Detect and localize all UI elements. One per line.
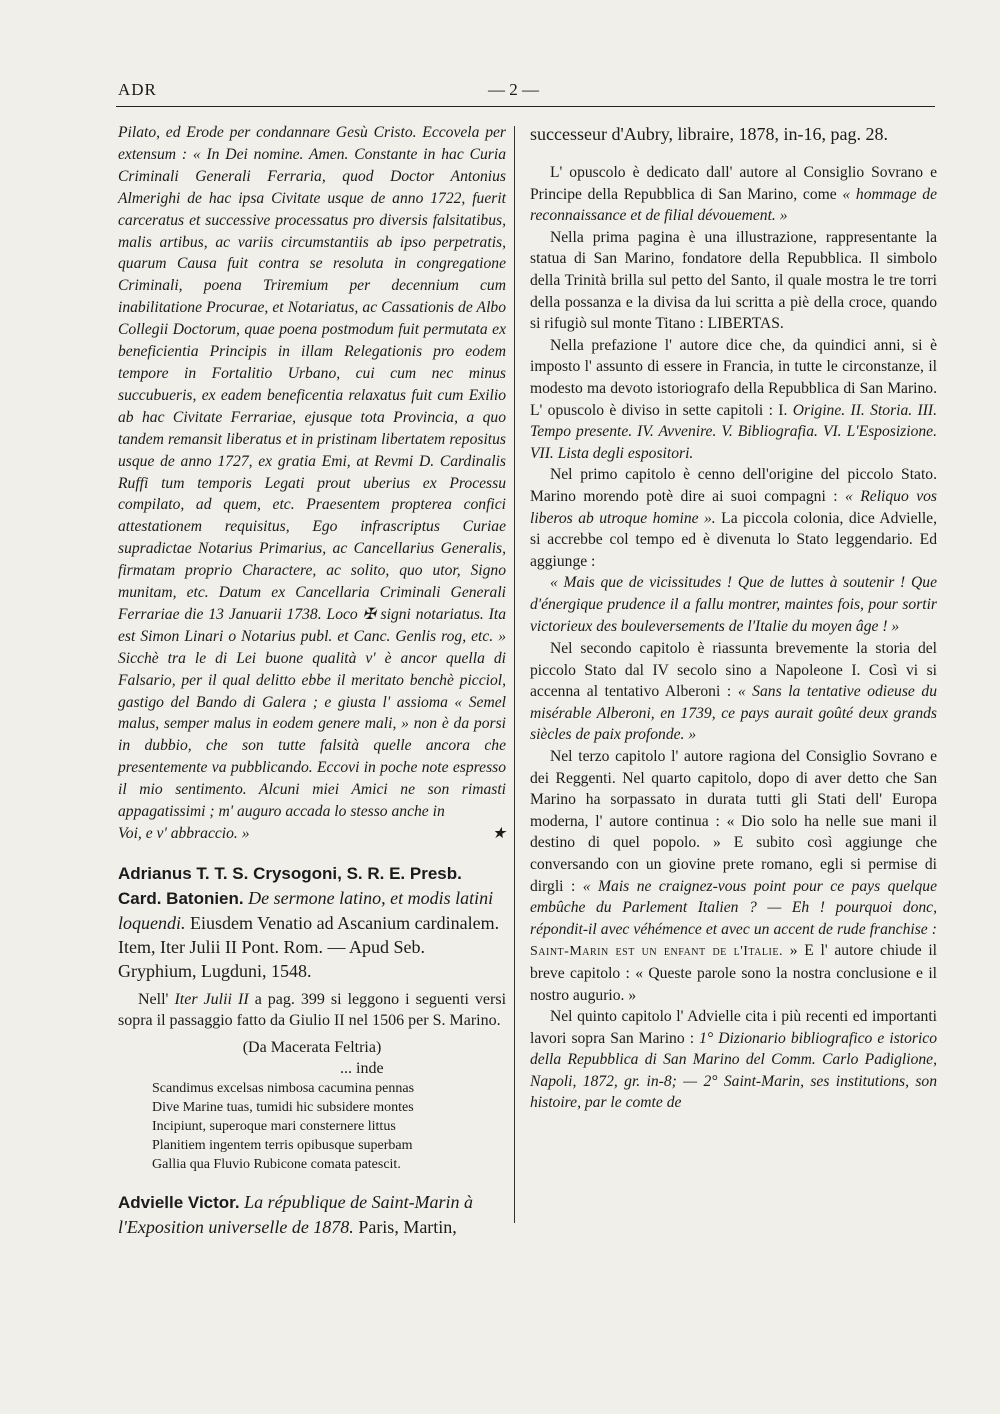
verse-line: Planitiem ingentem terris opibusque superbam xyxy=(152,1137,413,1153)
verse-line: Gallia qua Fluvio Rubicone comata patescit. xyxy=(152,1156,401,1172)
paragraph-text: Nella prefazione l' autore dice che, da quindici anni, si è imposto l' assunto di essere in Francia, in tutte le circonstanze, il modesto ma devoto istoriografo della Repubblica di San Marino. L' opuscolo è diviso in sette capitoli : I. xyxy=(530,336,937,419)
entry-advielle xyxy=(118,1190,506,1239)
header-rule xyxy=(116,106,935,107)
verse-source: (Da Macerata Feltria) xyxy=(242,1038,382,1056)
left-column xyxy=(118,122,506,1239)
verse-line: Incipiunt, superoque mari consternere littus xyxy=(152,1118,396,1134)
entry-imprint: Paris, Martin, xyxy=(358,1216,457,1237)
paragraph-chapter-two xyxy=(530,638,937,746)
entry-author: Adrianus T. T. S. Crysogoni, S. R. E. Presb. Card. Batonien. xyxy=(118,863,462,908)
chapter-list: Origine. II. Storia. III. Tempo presente. IV. Avvenire. V. Bibliografia. VI. L'Esposizione. VII. Lista degli espositori. xyxy=(530,401,937,462)
verse-line: Dive Marine tuas, tumidi hic subsidere montes xyxy=(152,1099,414,1115)
bibliography-list: 1° Dizionario bibliografico e istorico della Repubblica di San Marino del Comm. Carlo Padiglione, Napoli, 1872, gr. in-8; — 2° Saint-Marin, ses institutions, son histoire, par le comte de xyxy=(530,1029,938,1112)
french-quote: « hommage de reconnaissance et de filial dévouement. » xyxy=(530,185,937,225)
paragraph-text: Nel primo capitolo è cenno dell'origine del piccolo Stato. Marino morendo potè dire ai suoi compagni : xyxy=(530,466,937,505)
french-quote: « Sans la tentative odieuse du misérable Alberoni, en 1739, ce pays aurait goûté deux grands siècles de paix profonde. » xyxy=(530,683,937,744)
paragraph-text: » E l' autore chiude il breve capitolo : « Queste parole sono la nostra conclusione e il nostro augurio. » xyxy=(530,942,938,1004)
page-number: — 2 — xyxy=(488,80,539,99)
french-quote: « Mais ne craignez-vous point pour ce pays quelque embûche du Parlement Italien ? — Eh ! pourquoi donc, répondit-il avec véhémence et avec un accent de rude franchise : xyxy=(530,877,938,938)
entry-author: Advielle Victor. xyxy=(118,1192,240,1212)
attestation-last-line: Voi, e v' abbraccio. » xyxy=(118,825,250,842)
note-title: Iter Julii II xyxy=(174,990,249,1008)
paragraph-chapter-five xyxy=(530,1006,937,1114)
paragraph-text: Nel terzo capitolo l' autore ragiona del Consiglio Sovrano e dei Reggenti. Nel quarto capitolo, dopo di aver detto che San Marino ha sorpassato in durata tutti gli Stati dell' Europa moderna, l' autore continua : « Dio solo ha nelle sue mani il destino di quel popolo. » E subito così aggiunge che conversando con un giovine prete romano, egli si permise di dirgli : xyxy=(530,747,937,895)
entry-imprint: Eiusdem Venatio ad Ascanium cardinalem. Item, Iter Julii II Pont. Rom. — Apud Seb. Gryphium, Lugduni, 1548. xyxy=(118,912,500,981)
note-text: Nell' xyxy=(138,990,169,1008)
paragraph-preface xyxy=(530,335,937,465)
verse-inde: ... inde xyxy=(340,1059,384,1077)
entry-crysogoni xyxy=(118,861,506,983)
verse-block xyxy=(118,1079,506,1174)
latin-attestation: Pilato, ed Erode per condannare Gesù Cristo. Eccovela per extensum : « In Dei nomine. Amen. Constante in hac Curia Criminali Generali Ferraria, quod Doctor Antonius Almerighi de hac ipsa Civitate usque de anno 1722, fuerit carceratus et successive processatus pro diversis falsitatibus, malis artibus, ac variis circumstantiis ab ipso perpetratis, quarum Causa fuit contra se resoluta in congregatione Criminali, poena Triremium per decennium cum inabilitatione Procurae, et Notariatus, ac Cassationis de Albo Collegii Doctorum, quae poena postmodum fuit permutata ex beneficientia Principis in illam Relegationis pro eodem tempore in Fortalitio Urbano, cui cum nec minus succubueris, ex eadem beneficentia relaxatus fuit cum Exilio ab hac Civitate Ferrariae, ejusque tota Provincia, a quo tandem remansit liberatus et in pristinam libertatem repositus usque de anno 1727, ex gratia Emi, at Revmi D. Cardinalis Ruffi tum temporis Legati prout uberius ex Processu compilato, ad quem, etc. Praesentem propterea confici attestationem requisitus, Ego infrascriptus Curiae supradictae Notarius Primarius, ac Cancellarius Generalis, firmatam proprio Charactere, ac solito, quo utor, Signo munitam, etc. Datum ex Cancellaria Criminali Generali Ferrariae die 13 Januarii 1738. Loco ✠ signi notariatus. Ita est Simon Linari o Notarius publ. et Canc. Genlis rog, etc. » Sicchè tra le di Lei buone qualità v' è ancor quella di Falsario, per il qual delitto ebbe il meritato benchè picciol, gastigo del Bando di Galera ; e giusta l' assioma « Semel malus, semper malus in eodem genere mali, » non è da porsi in dubbio, che son tutte falsità quelle ancora che presentemente va pubblicando. Eccovi in poche note espresso il mio sentimento. Alcuni miei Amici ne son rimasti appagatissimi ; m' auguro accada lo stesso anche in xyxy=(118,124,506,821)
paragraph-text: Nel quinto capitolo l' Advielle cita i più recenti ed importanti lavori sopra San Marino : xyxy=(530,1008,937,1047)
column-divider xyxy=(514,126,515,1223)
small-caps-quote: Saint-Marin est un enfant de l'Italie. xyxy=(530,944,783,960)
french-quote-block: « Mais que de vicissitudes ! Que de luttes à soutenir ! Que d'énergique prudence il a fallu montrer, maintes fois, pour sortir victorieux des bouleversements de l'Italie du moyen âge ! » xyxy=(530,574,937,636)
verse-line: Scandimus excelsas nimbosa cacumina pennas xyxy=(152,1080,415,1096)
entry-title: La république de Saint-Marin à l'Exposition universelle de 1878. xyxy=(118,1191,474,1237)
imprint-continuation: successeur d'Aubry, libraire, 1878, in-16, pag. 28. xyxy=(530,124,888,144)
attestation-closing xyxy=(118,823,506,845)
running-head-left: ADR xyxy=(118,80,157,99)
entry-title: De sermone latino, et modis latini loquendi. xyxy=(118,887,494,933)
star-ornament: ★ xyxy=(492,825,506,842)
latin-quote: « Reliquo vos liberos ab utroque homine ». xyxy=(530,487,937,527)
entry-note xyxy=(118,989,506,1031)
note-text: a pag. 399 si leggono i seguenti versi sopra il passaggio fatto da Giulio II nel 1506 per S. Marino. xyxy=(118,990,507,1029)
paragraph-chapter-one xyxy=(530,464,937,572)
paragraph-dedication xyxy=(530,162,937,227)
right-column xyxy=(530,122,937,1114)
paragraph-text: La piccola colonia, dice Advielle, si accrebbe col tempo ed è divenuta lo Stato leggendario. Ed aggiunge : xyxy=(530,509,937,570)
paragraph-illustration: Nella prima pagina è una illustrazione, rappresentante la statua di San Marino, fondatore della Repubblica. Il simbolo della Trinità brilla sul petto del Santo, il quale mostra le tre torri della possanza e la divisa da lui scritta a piè della croce, quando si rifugiò sul monte Titano : LIBERTAS. xyxy=(530,228,937,333)
paragraph-text: L' opuscolo è dedicato dall' autore al Consiglio Sovrano e Principe della Repubblica di San Marino, come xyxy=(530,164,937,203)
paragraph-chapter-three-four xyxy=(530,746,937,1006)
paragraph-text: Nel secondo capitolo è riassunta brevemente la storia del piccolo Stato dal IV secolo sino a Napoleone I. Così vi si accenna al tentativo Alberoni : xyxy=(530,640,937,701)
